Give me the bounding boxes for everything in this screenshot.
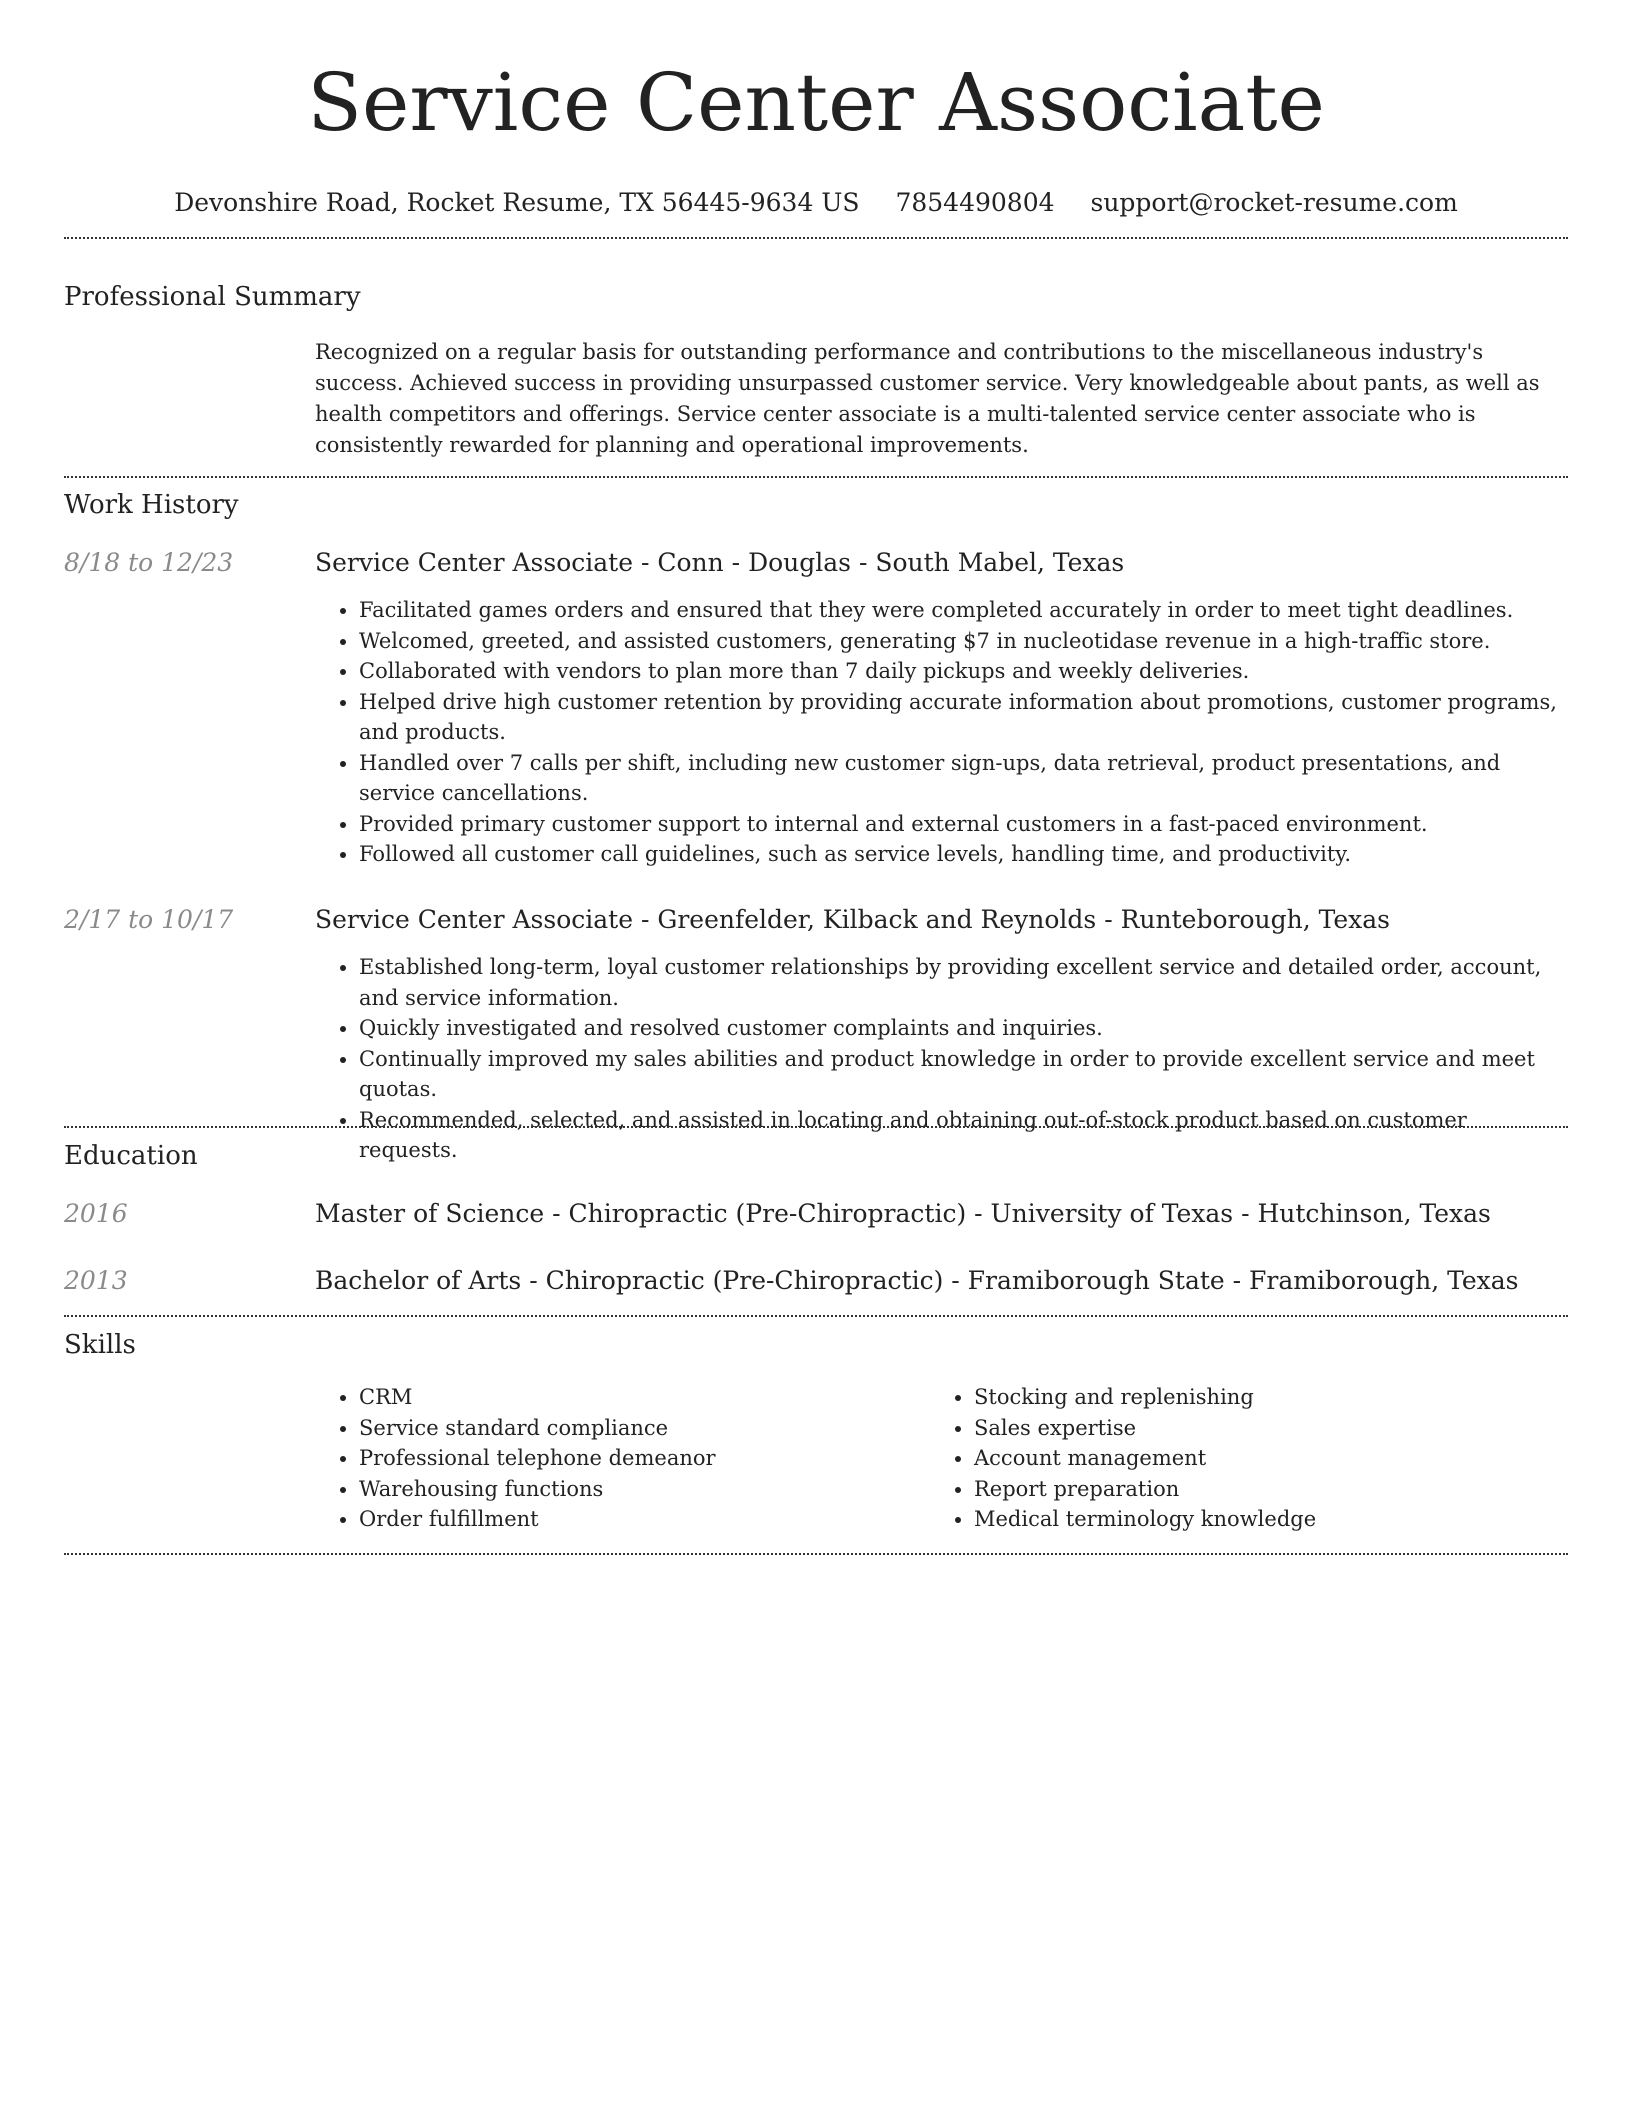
job-bullets xyxy=(315,952,1568,1166)
section-divider xyxy=(64,1126,1568,1128)
education-year: 2016 xyxy=(64,1199,128,1228)
skills-column-right xyxy=(930,1382,1545,1535)
section-title-work: Work History xyxy=(64,490,239,520)
section-divider xyxy=(64,1553,1568,1555)
job-bullet: • Continually improved my sales abilities and product knowledge in order to provide excellent service and meet quotas. xyxy=(359,1044,1568,1105)
job-entry xyxy=(315,546,1568,870)
job-bullet: • Facilitated games orders and ensured that they were completed accurately in order to meet tight deadlines. xyxy=(359,595,1568,626)
job-dates: 8/18 to 12/23 xyxy=(64,548,234,577)
summary-text: Recognized on a regular basis for outstanding performance and contributions to the miscellaneous industry's success. Achieved success in providing unsurpassed customer service. Very knowledgeable about pants, as well as health competitors and offerings. Service center associate is a multi-talented service center associate who is consistently rewarded for planning and operational improvements. xyxy=(315,340,1540,457)
education-degree: Bachelor of Arts - Chiropractic (Pre-Chiropractic) - Framiborough State - Framiborough, Texas xyxy=(315,1266,1519,1295)
skill-item: • Order fulfillment xyxy=(359,1504,930,1535)
job-bullet: • Followed all customer call guidelines, such as service levels, handling time, and productivity. xyxy=(359,839,1568,870)
skill-item: • Account management xyxy=(974,1443,1545,1474)
skills-column-left xyxy=(315,1382,930,1535)
section-divider xyxy=(64,476,1568,478)
job-bullet: • Established long-term, loyal customer relationships by providing excellent service and detailed order, account, and service information. xyxy=(359,952,1568,1013)
education-year: 2013 xyxy=(64,1266,128,1295)
job-bullet: • Recommended, selected, and assisted in locating and obtaining out-of-stock product based on customer requests. xyxy=(359,1105,1568,1166)
contact-email: support@rocket-resume.com xyxy=(1090,188,1458,217)
job-bullet: • Provided primary customer support to internal and external customers in a fast-paced environment. xyxy=(359,809,1568,840)
candidate-name: Service Center Associate xyxy=(307,56,1325,149)
section-title-skills: Skills xyxy=(64,1330,136,1360)
skill-item: • Medical terminology knowledge xyxy=(974,1504,1545,1535)
job-bullet: • Helped drive high customer retention by providing accurate information about promotions, customer programs, and products. xyxy=(359,687,1568,748)
contact-address: Devonshire Road, Rocket Resume, TX 56445-9634 US xyxy=(174,188,860,217)
skill-item: • Report preparation xyxy=(974,1474,1545,1505)
section-title-education: Education xyxy=(64,1141,198,1171)
job-bullet: • Handled over 7 calls per shift, including new customer sign-ups, data retrieval, product presentations, and service cancellations. xyxy=(359,748,1568,809)
skills-list xyxy=(315,1382,930,1535)
skills-columns xyxy=(315,1382,1568,1535)
skills-block xyxy=(315,1382,1568,1535)
skill-item: • Warehousing functions xyxy=(359,1474,930,1505)
resume-header xyxy=(0,0,1632,220)
section-title-summary: Professional Summary xyxy=(64,282,361,312)
job-heading: Service Center Associate - Greenfelder, Kilback and Reynolds - Runteborough, Texas xyxy=(315,905,1390,934)
contact-line xyxy=(0,186,1632,220)
skill-item: • CRM xyxy=(359,1382,930,1413)
skill-item: • Stocking and replenishing xyxy=(974,1382,1545,1413)
skills-list xyxy=(930,1382,1545,1535)
skill-item: • Service standard compliance xyxy=(359,1413,930,1444)
section-divider xyxy=(64,237,1568,239)
summary-block xyxy=(315,337,1568,461)
job-bullet: • Quickly investigated and resolved customer complaints and inquiries. xyxy=(359,1013,1568,1044)
contact-phone: 7854490804 xyxy=(895,188,1055,217)
job-bullet: • Welcomed, greeted, and assisted customers, generating $7 in nucleotidase revenue in a high-traffic store. xyxy=(359,626,1568,657)
section-divider xyxy=(64,1315,1568,1317)
job-heading: Service Center Associate - Conn - Douglas - South Mabel, Texas xyxy=(315,548,1125,577)
skill-item: • Sales expertise xyxy=(974,1413,1545,1444)
job-bullet: • Collaborated with vendors to plan more than 7 daily pickups and weekly deliveries. xyxy=(359,656,1568,687)
education-degree: Master of Science - Chiropractic (Pre-Chiropractic) - University of Texas - Hutchinson, Texas xyxy=(315,1199,1491,1228)
skill-item: • Professional telephone demeanor xyxy=(359,1443,930,1474)
job-dates: 2/17 to 10/17 xyxy=(64,905,234,934)
job-bullets xyxy=(315,595,1568,870)
